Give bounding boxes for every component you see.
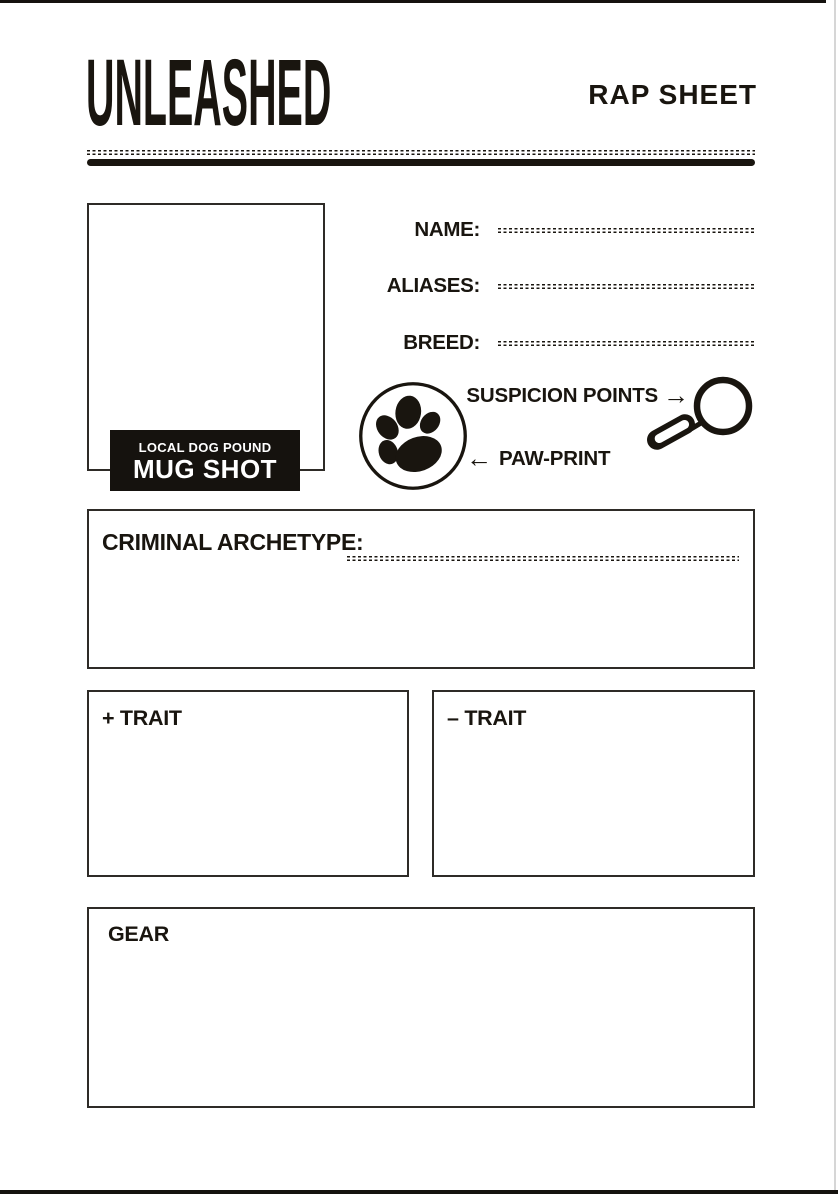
- suspicion-points-label: SUSPICION POINTS: [466, 384, 658, 407]
- game-logo: [86, 40, 422, 146]
- game-title: UNLEASHED: [86, 40, 332, 146]
- aliases-field-line[interactable]: [498, 284, 755, 289]
- left-arrow-icon: ←: [466, 443, 492, 473]
- negative-trait-label: – TRAIT: [447, 706, 527, 730]
- breed-field-line[interactable]: [498, 341, 755, 346]
- positive-trait-writing-area[interactable]: [92, 740, 404, 872]
- mugshot-tag-line1: LOCAL DOG POUND: [138, 439, 272, 455]
- magnifier-icon: [635, 360, 765, 472]
- criminal-archetype-field-line[interactable]: [347, 556, 739, 561]
- page-edge-right: [834, 0, 836, 1194]
- gear-writing-area[interactable]: [92, 957, 750, 1103]
- mugshot-tag-line2: MUG SHOT: [132, 453, 278, 484]
- page-edge-top: [0, 0, 826, 3]
- positive-trait-box: [87, 690, 409, 877]
- page-edge-bottom: [0, 1190, 838, 1194]
- aliases-label: ALIASES:: [386, 274, 480, 297]
- paw-print-label: PAW-PRINT: [499, 447, 611, 470]
- gear-box: [87, 907, 755, 1108]
- right-arrow-icon: →: [663, 380, 689, 410]
- sheet-title: RAP SHEET: [588, 79, 757, 110]
- header-rule-solid: [87, 159, 755, 166]
- breed-label: BREED:: [403, 331, 480, 354]
- negative-trait-box: [432, 690, 755, 877]
- negative-trait-writing-area[interactable]: [437, 740, 750, 872]
- gear-label: GEAR: [108, 922, 169, 946]
- criminal-archetype-writing-area[interactable]: [92, 577, 750, 664]
- criminal-archetype-label: CRIMINAL ARCHETYPE:: [102, 529, 364, 555]
- name-field-line[interactable]: [498, 228, 755, 233]
- mugshot-drawing-area[interactable]: [91, 207, 321, 467]
- mugshot-tag: [110, 430, 300, 491]
- criminal-archetype-box: [87, 509, 755, 669]
- name-label: NAME:: [414, 218, 480, 241]
- positive-trait-label: + TRAIT: [102, 706, 182, 730]
- header-rule-dashed: [87, 150, 755, 155]
